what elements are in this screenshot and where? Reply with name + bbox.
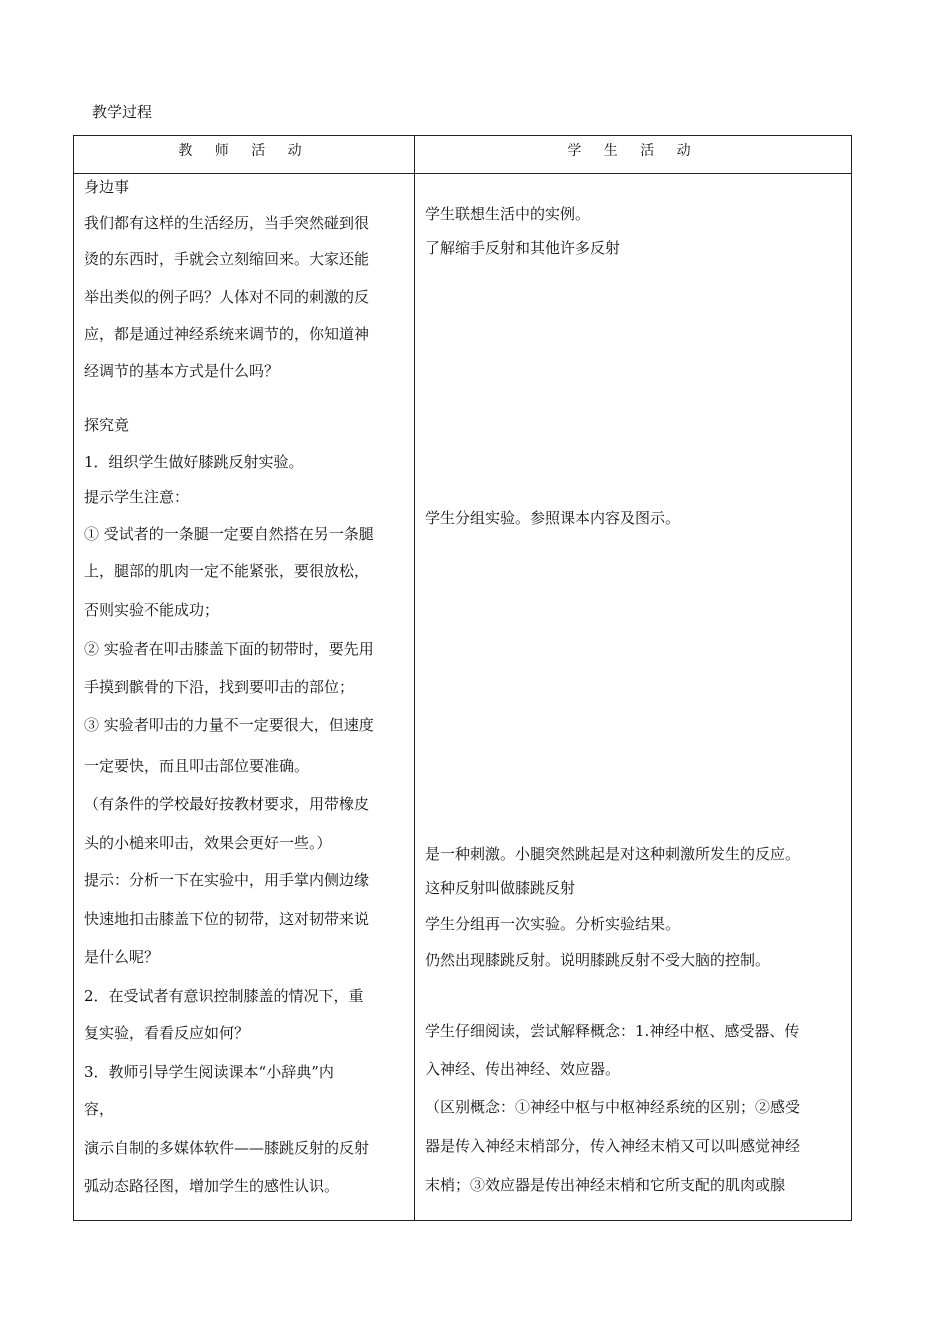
- teacher-line: 我们都有这样的生活经历，当手突然碰到很: [84, 214, 370, 232]
- teacher-line: 上，腿部的肌肉一定不能紧张，要很放松，: [84, 562, 370, 580]
- student-line: 学生仔细阅读，尝试解释概念：1.神经中枢、感受器、传: [425, 1022, 800, 1040]
- student-line: （区别概念：①神经中枢与中枢神经系统的区别；②感受: [425, 1098, 801, 1116]
- section-title: 教学过程: [92, 103, 153, 121]
- teacher-line: 否则实验不能成功；: [84, 601, 220, 619]
- student-line: 了解缩手反射和其他许多反射: [425, 239, 621, 257]
- student-line: 入神经、传出神经、效应器。: [425, 1060, 621, 1078]
- teacher-line: ① 受试者的一条腿一定要自然搭在另一条腿: [84, 525, 374, 543]
- student-line: 学生分组实验。参照课本内容及图示。: [425, 509, 681, 527]
- lesson-table: [73, 135, 852, 1221]
- teacher-line: ③ 实验者叩击的力量不一定要很大，但速度: [84, 716, 374, 734]
- teacher-line: （有条件的学校最好按教材要求，用带橡皮: [84, 795, 370, 813]
- student-activity-cell: [415, 173, 852, 1220]
- teacher-line: 烫的东西时，手就会立刻缩回来。大家还能: [84, 250, 370, 268]
- teacher-line: 快速地扣击膝盖下位的韧带，这对韧带来说: [84, 910, 370, 928]
- teacher-line: 容，: [84, 1100, 115, 1118]
- teacher-line: 3．教师引导学生阅读课本“小辞典”内: [84, 1063, 334, 1081]
- teacher-line: 举出类似的例子吗？人体对不同的刺激的反: [84, 288, 370, 306]
- teacher-line: 头的小槌来叩击，效果会更好一些。）: [84, 834, 332, 852]
- student-line: 器是传入神经末梢部分，传入神经末梢又可以叫感觉神经: [425, 1137, 801, 1155]
- student-line: 这种反射叫做膝跳反射: [425, 879, 576, 897]
- teacher-line: 一定要快，而且叩击部位要准确。: [84, 757, 310, 775]
- student-line: 学生分组再一次实验。分析实验结果。: [425, 915, 681, 933]
- teacher-line: ② 实验者在叩击膝盖下面的韧带时，要先用: [84, 640, 374, 658]
- teacher-line: 弧动态路径图，增加学生的感性认识。: [84, 1177, 340, 1195]
- teacher-line: 演示自制的多媒体软件——膝跳反射的反射: [84, 1139, 370, 1157]
- teacher-line: 手摸到髌骨的下沿，找到要叩击的部位；: [84, 678, 355, 696]
- teacher-line: 复实验，看看反应如何？: [84, 1024, 250, 1042]
- student-line: 末梢；③效应器是传出神经末梢和它所支配的肌肉或腺: [425, 1176, 786, 1194]
- teacher-line: 探究竟: [84, 416, 130, 434]
- teacher-line: 是什么呢？: [84, 948, 160, 966]
- teacher-activity-cell: [74, 173, 414, 1220]
- teacher-line: 身边事: [84, 178, 130, 196]
- teacher-line: 提示：分析一下在实验中，用手掌内侧边缘: [84, 871, 370, 889]
- student-activity-header: 学 生 活 动: [567, 143, 700, 159]
- student-line: 学生联想生活中的实例。: [425, 205, 591, 223]
- teacher-line: 应，都是通过神经系统来调节的，你知道神: [84, 325, 370, 343]
- teacher-line: 经调节的基本方式是什么吗？: [84, 362, 280, 380]
- teacher-line: 2．在受试者有意识控制膝盖的情况下，重: [84, 987, 364, 1005]
- student-line: 是一种刺激。小腿突然跳起是对这种刺激所发生的反应。: [425, 845, 801, 863]
- student-line: 仍然出现膝跳反射。说明膝跳反射不受大脑的控制。: [425, 951, 771, 969]
- teacher-line: 1．组织学生做好膝跳反射实验。: [84, 453, 304, 471]
- table-header-row: [74, 136, 851, 174]
- teacher-activity-header: 教 师 活 动: [178, 143, 311, 159]
- teacher-line: 提示学生注意：: [84, 488, 190, 506]
